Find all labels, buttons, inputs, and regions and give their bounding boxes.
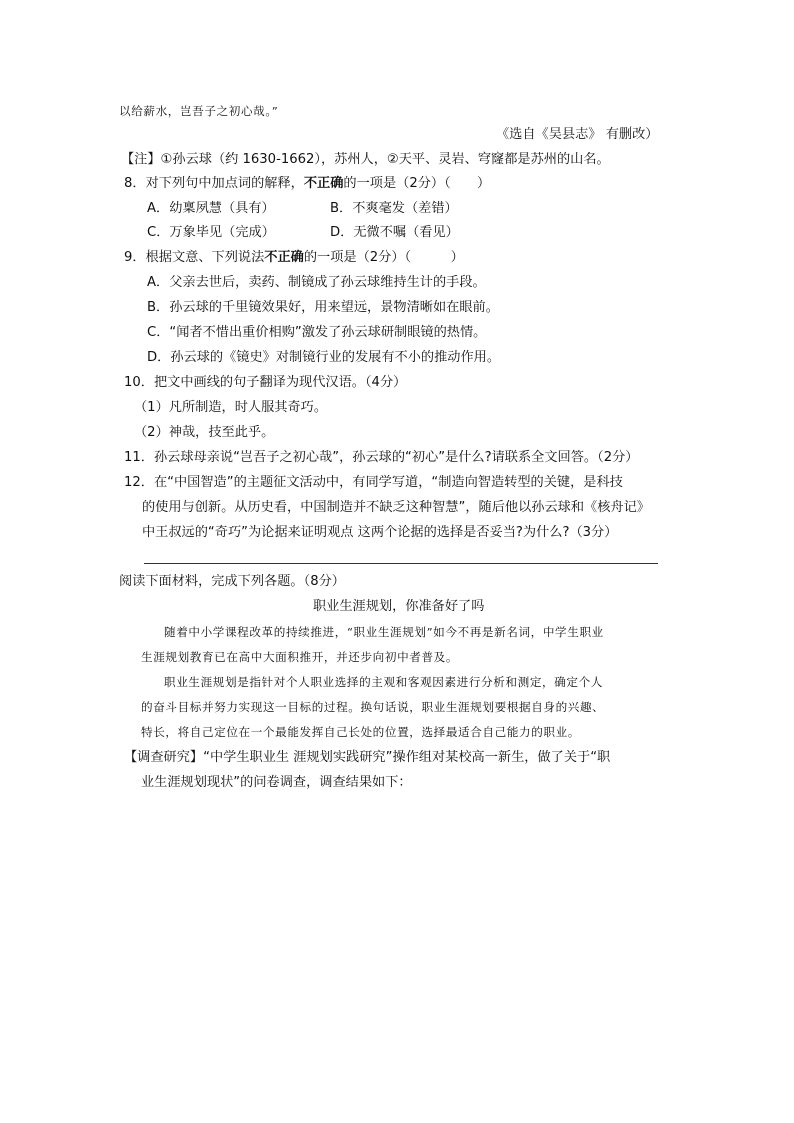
para2-line-1: 职业生涯规划是指针对个人职业选择的主观和客观因素进行分析和测定，确定个人 — [164, 675, 603, 689]
q8-option-c: C．万象毕见（完成） — [147, 225, 275, 240]
question-9-tail: 的一项是（2分）（ ） — [303, 250, 464, 265]
para1-line-1: 随着中小学课程改革的持续推进，“职业生涯规划”如今不再是新名词，中学生职业 — [164, 625, 604, 639]
passage-ending: 以给薪水，岂吾子之初心哉。” — [119, 104, 279, 118]
annotation-note: 【注】①孙云球（约 1630-1662），苏州人，②天平、灵岩、穹窿都是苏州的山名。 — [121, 152, 610, 167]
para1-line-2: 生涯规划教育已在高中大面积推开，并还步向初中者普及。 — [141, 650, 459, 664]
answer-line — [144, 563, 658, 564]
para2-line-3: 特长，将自己定位在一个最能发挥自己长处的位置，选择最适合自己能力的职业。 — [141, 725, 580, 739]
q8-option-a: A．幼稟夙慧（具有） — [147, 201, 275, 216]
q9-option-d: D．孙云球的《镜史》对制镜行业的发展有不小的推动作用。 — [147, 350, 501, 365]
source-citation: 《选自《吴县志》 有删改） — [496, 127, 659, 142]
reading-intro: 阅读下面材料，完成下列各题。（8分） — [119, 574, 345, 589]
question-8-stem: 8．对下列句中加点词的解释， — [124, 176, 304, 191]
question-12-line-3: 中王叔远的“奇巧”为论据来证明观点 这两个论据的选择是否妥当?为什么?（3分） — [142, 525, 618, 540]
para2-line-2: 的奋斗目标并努力实现这一目标的过程。换句话说，职业生涯规划要根据自身的兴趣、 — [141, 700, 605, 714]
article-title: 职业生涯规划，你准备好了吗 — [313, 599, 485, 614]
question-10: 10．把文中画线的句子翻译为现代汉语。（4分） — [124, 375, 407, 390]
survey-line-2: 业生涯规划现状”的问卷调查，调查结果如下： — [141, 775, 412, 790]
question-10-part-1: （1）凡所制造，时人服其奇巧。 — [134, 400, 328, 415]
question-10-part-2: （2）神哉，技至此乎。 — [134, 425, 275, 440]
question-11: 11．孙云球母亲说“岂吾子之初心哉”，孙云球的“初心”是什么?请联系全文回答。（2分） — [124, 450, 639, 465]
question-12-line-2: 的使用与创新。从历史看，中国制造并不缺乏这种智慧”，随后他以孙云球和《核舟记》 — [142, 500, 650, 515]
q9-option-a: A．父亲去世后，卖药、制镜成了孙云球维持生计的手段。 — [147, 275, 486, 290]
question-9-emphasis: 不正确 — [264, 250, 304, 265]
q9-option-b: B．孙云球的千里镜效果好，用来望远，景物清晰如在眼前。 — [147, 300, 499, 315]
question-8 — [124, 175, 490, 193]
question-8-emphasis: 不正确 — [303, 176, 344, 191]
survey-line-1: 【调查研究】“中学生职业生 涯规划实践研究”操作组对某校高一新生，做了关于“职 — [124, 750, 611, 765]
q8-option-b: B．不爽毫发（差错） — [330, 201, 458, 216]
question-8-tail: 的一项是（2分）（ ） — [343, 176, 491, 191]
question-9-stem: 9．根据文意、下列说法 — [124, 250, 265, 265]
question-12-line-1: 12．在“中国智造”的主题征文活动中，有同学写道，“制造向智造转型的关键，是科技 — [124, 475, 623, 490]
question-9 — [124, 249, 464, 267]
q9-option-c: C．“闻者不惜出重价相购”激发了孙云球研制眼镜的热情。 — [147, 325, 487, 340]
q8-option-d: D．无微不嘱（看见） — [330, 225, 459, 240]
